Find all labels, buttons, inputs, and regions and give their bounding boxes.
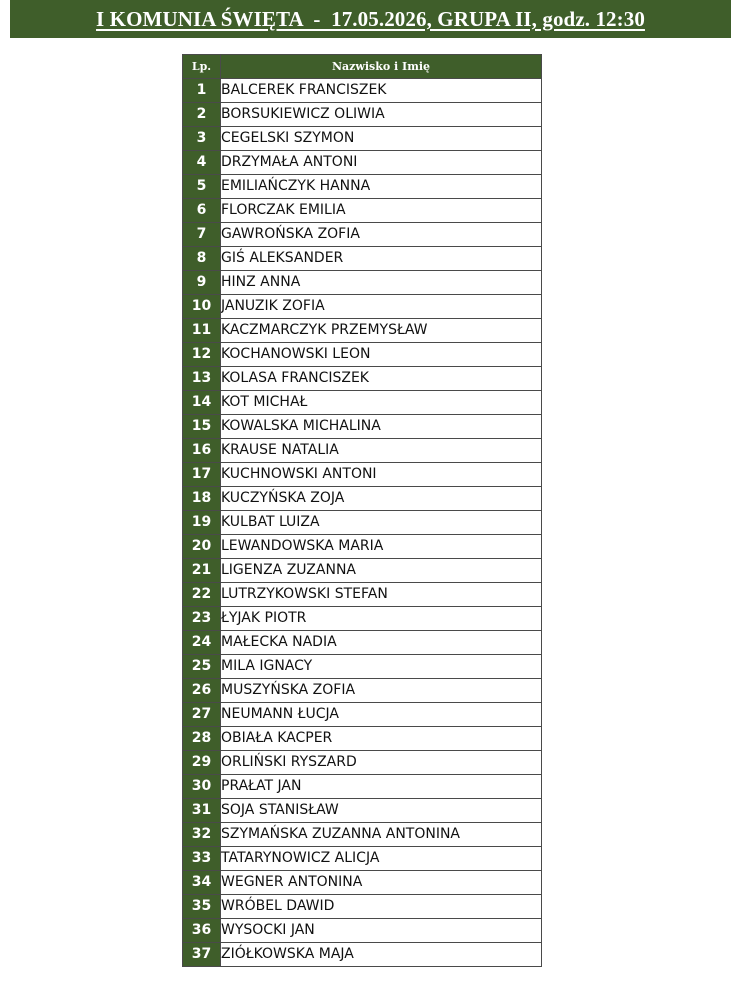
person-name: JANUZIK ZOFIA [221,295,542,319]
table-row [183,127,542,151]
table-row [183,607,542,631]
table-row [183,319,542,343]
person-name: KUCZYŃSKA ZOJA [221,487,542,511]
table-body [183,79,542,967]
person-name: SOJA STANISŁAW [221,799,542,823]
row-number: 16 [183,439,221,463]
table-row [183,103,542,127]
person-name: LIGENZA ZUZANNA [221,559,542,583]
person-name: MAŁECKA NADIA [221,631,542,655]
person-name: BORSUKIEWICZ OLIWIA [221,103,542,127]
table-row [183,871,542,895]
page-header-banner [10,0,731,38]
person-name: KOT MICHAŁ [221,391,542,415]
row-number: 34 [183,871,221,895]
table-row [183,247,542,271]
person-name: ŁYJAK PIOTR [221,607,542,631]
row-number: 5 [183,175,221,199]
table-row [183,367,542,391]
row-number: 30 [183,775,221,799]
row-number: 27 [183,703,221,727]
table-row [183,391,542,415]
person-name: TATARYNOWICZ ALICJA [221,847,542,871]
column-header-lp: Lp. [183,55,221,79]
person-name: WRÓBEL DAWID [221,895,542,919]
person-name: KOWALSKA MICHALINA [221,415,542,439]
table-row [183,919,542,943]
table-header-row [183,55,542,79]
row-number: 33 [183,847,221,871]
row-number: 6 [183,199,221,223]
row-number: 36 [183,919,221,943]
row-number: 31 [183,799,221,823]
row-number: 26 [183,679,221,703]
person-name: KOLASA FRANCISZEK [221,367,542,391]
person-name: HINZ ANNA [221,271,542,295]
table-row [183,415,542,439]
row-number: 1 [183,79,221,103]
person-name: CEGELSKI SZYMON [221,127,542,151]
person-name: KULBAT LUIZA [221,511,542,535]
person-name: OBIAŁA KACPER [221,727,542,751]
table-row [183,559,542,583]
row-number: 21 [183,559,221,583]
table-row [183,703,542,727]
table-row [183,799,542,823]
table-row [183,727,542,751]
table-row [183,295,542,319]
row-number: 28 [183,727,221,751]
row-number: 14 [183,391,221,415]
row-number: 10 [183,295,221,319]
person-name: NEUMANN ŁUCJA [221,703,542,727]
row-number: 20 [183,535,221,559]
table-row [183,679,542,703]
person-name: BALCEREK FRANCISZEK [221,79,542,103]
row-number: 13 [183,367,221,391]
table-row [183,535,542,559]
person-name: KUCHNOWSKI ANTONI [221,463,542,487]
row-number: 18 [183,487,221,511]
column-header-name: Nazwisko i Imię [221,55,542,79]
row-number: 17 [183,463,221,487]
person-name: PRAŁAT JAN [221,775,542,799]
table-row [183,487,542,511]
row-number: 23 [183,607,221,631]
person-name: KOCHANOWSKI LEON [221,343,542,367]
table-row [183,271,542,295]
row-number: 7 [183,223,221,247]
row-number: 35 [183,895,221,919]
person-name: WYSOCKI JAN [221,919,542,943]
row-number: 37 [183,943,221,967]
table-row [183,631,542,655]
table-row [183,463,542,487]
row-number: 29 [183,751,221,775]
person-name: SZYMAŃSKA ZUZANNA ANTONINA [221,823,542,847]
person-name: DRZYMAŁA ANTONI [221,151,542,175]
table-row [183,943,542,967]
person-name: LUTRZYKOWSKI STEFAN [221,583,542,607]
table-row [183,895,542,919]
row-number: 3 [183,127,221,151]
person-name: LEWANDOWSKA MARIA [221,535,542,559]
table-row [183,775,542,799]
person-name: GIŚ ALEKSANDER [221,247,542,271]
table-row [183,343,542,367]
row-number: 22 [183,583,221,607]
table-row [183,199,542,223]
table-row [183,751,542,775]
row-number: 24 [183,631,221,655]
participants-table [182,54,542,967]
table-row [183,823,542,847]
table-row [183,655,542,679]
table-row [183,151,542,175]
person-name: KACZMARCZYK PRZEMYSŁAW [221,319,542,343]
row-number: 4 [183,151,221,175]
person-name: GAWROŃSKA ZOFIA [221,223,542,247]
row-number: 25 [183,655,221,679]
page-title: I KOMUNIA ŚWIĘTA - 17.05.2026, GRUPA II, godz. 12:30 [96,6,645,31]
person-name: KRAUSE NATALIA [221,439,542,463]
table-row [183,79,542,103]
table-row [183,847,542,871]
person-name: WEGNER ANTONINA [221,871,542,895]
person-name: FLORCZAK EMILIA [221,199,542,223]
table-row [183,175,542,199]
row-number: 11 [183,319,221,343]
person-name: MUSZYŃSKA ZOFIA [221,679,542,703]
person-name: ORLIŃSKI RYSZARD [221,751,542,775]
table-row [183,511,542,535]
row-number: 12 [183,343,221,367]
row-number: 9 [183,271,221,295]
table-row [183,223,542,247]
person-name: EMILIAŃCZYK HANNA [221,175,542,199]
person-name: ZIÓŁKOWSKA MAJA [221,943,542,967]
table-row [183,439,542,463]
person-name: MILA IGNACY [221,655,542,679]
row-number: 15 [183,415,221,439]
row-number: 8 [183,247,221,271]
table-row [183,583,542,607]
row-number: 2 [183,103,221,127]
row-number: 32 [183,823,221,847]
row-number: 19 [183,511,221,535]
